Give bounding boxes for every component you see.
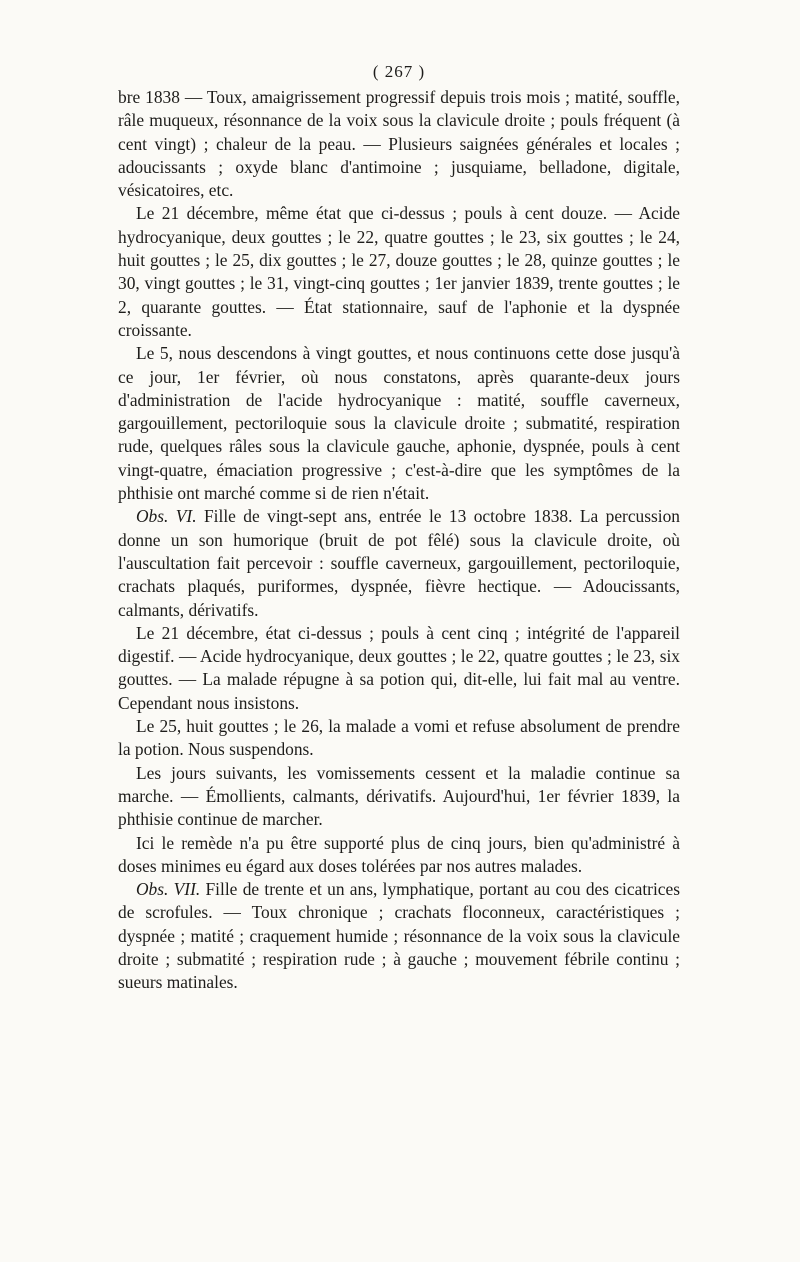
- paragraph-8-text: Ici le remède n'a pu être supporté plus de cinq jours, bien qu'administré à doses minimes eu égard aux doses tolérées par nos autres malades.: [118, 832, 680, 876]
- paragraph-2: [118, 202, 680, 342]
- paragraph-2-text: Le 21 décembre, même état que ci-dessus ; pouls à cent douze. — Acide hydrocyanique, deux gouttes ; le 22, quatre gouttes ; le 23, six gouttes ; le 24, huit gouttes ; le 25, dix gouttes ; le 27, douze gouttes ; le 28, quinze gouttes ; le 30, vingt gouttes ; le 31, vingt-cinq gouttes ; 1er janvier 1839, trente gouttes ; le 2, quarante gouttes. — État stationnaire, sauf de l'aphonie et la dyspnée croissante.: [118, 203, 680, 340]
- book-page: [118, 62, 680, 995]
- observation-7-text: Fille de trente et un ans, lymphatique, portant au cou des cicatrices de scrofules. — Toux chronique ; crachats floconneux, caractéristiques ; dyspnée ; matité ; craquement humide ; résonnance de la voix sous la clavicule droite ; submatité ; respiration rude ; à gauche ; mouvement fébrile continu ; sueurs matinales.: [118, 879, 680, 993]
- observation-7: [118, 878, 680, 994]
- page-number: ( 267 ): [372, 62, 426, 81]
- observation-7-title: Obs. VII.: [136, 879, 201, 900]
- paragraph-1-text: bre 1838 — Toux, amaigrissement progressif depuis trois mois ; matité, souffle, râle muqueux, résonnance de la voix sous la clavicule droite ; pouls fréquent (à cent vingt) ; chaleur de la peau. — Plusieurs saignées générales et locales ; adoucissants ; oxyde blanc d'antimoine ; jusquiame, belladone, digitale, vésicatoires, etc.: [118, 87, 680, 201]
- paragraph-5-text: Le 21 décembre, état ci-dessus ; pouls à cent cinq ; intégrité de l'appareil digestif. — Acide hydrocyanique, deux gouttes ; le 22, quatre gouttes ; le 23, six gouttes. — La malade répugne à sa potion qui, dit-elle, lui fait mal au ventre. Cependant nous insistons.: [118, 622, 680, 713]
- observation-6-text: Fille de vingt-sept ans, entrée le 13 octobre 1838. La percussion donne un son humorique (bruit de pot fêlé) sous la clavicule droite, où l'auscultation fait percevoir : souffle caverneux, gargouillement, pectoriloquie, crachats plaqués, puriformes, dyspnée, fièvre hectique. — Adoucissants, calmants, dérivatifs.: [118, 506, 680, 620]
- observation-6-title: Obs. VI.: [136, 506, 197, 527]
- paragraph-3: [118, 342, 680, 505]
- paragraph-6-text: Le 25, huit gouttes ; le 26, la malade a vomi et refuse absolument de prendre la potion. Nous suspendons.: [118, 716, 680, 760]
- paragraph-1: [118, 86, 680, 202]
- observation-6: [118, 505, 680, 621]
- paragraph-7-text: Les jours suivants, les vomissements cessent et la maladie continue sa marche. — Émollients, calmants, dérivatifs. Aujourd'hui, 1er février 1839, la phthisie continue de marcher.: [118, 762, 680, 830]
- paragraph-6: [118, 715, 680, 762]
- paragraph-5: [118, 622, 680, 715]
- paragraph-8: [118, 832, 680, 879]
- paragraph-3-text: Le 5, nous descendons à vingt gouttes, et nous continuons cette dose jusqu'à ce jour, 1er février, où nous constatons, après quarante-deux jours d'administration de l'acide hydrocyanique : matité, souffle caverneux, gargouillement, pectoriloquie sous la clavicule droite ; submatité, respiration rude, quelques râles sous la clavicule gauche, aphonie, dyspnée, pouls à cent vingt-quatre, émaciation progressive ; c'est-à-dire que les symptômes de la phthisie ont marché comme si de rien n'était.: [118, 343, 680, 504]
- paragraph-7: [118, 762, 680, 832]
